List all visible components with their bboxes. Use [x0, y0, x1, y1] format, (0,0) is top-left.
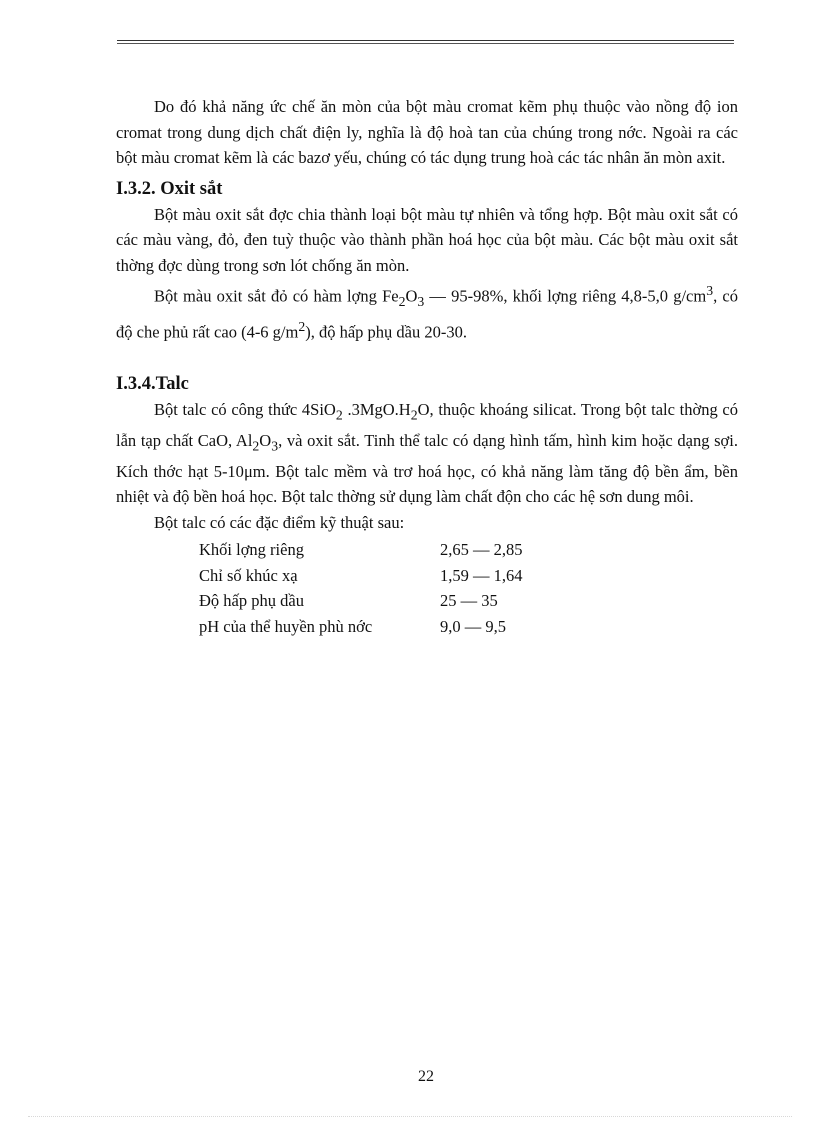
page-content: [116, 94, 738, 639]
heading-talc: I.3.4.Talc: [116, 374, 189, 395]
paragraph-oxit-1: Bột màu oxit sắt đợc chia thành loại bột màu tự nhiên và tổng hợp. Bột màu oxit sắt có các màu vàng, đỏ, đen tuỳ thuộc vào thành phần hoá học của bột màu. Các bột màu oxit sắt thờng đợc dùng trong sơn lót chống ăn mòn.: [116, 204, 738, 275]
heading-oxit-sat: I.3.2. Oxit sắt: [116, 178, 223, 199]
paragraph-talc-1: Bột talc có công thức 4SiO$_2$ $.3MgO.H_2O$, thuộc khoáng silicat. Trong bột talc thờng có lẫn tạp chất CaO, $Al_2O_3$, và oxit sắt. Tinh thể talc có dạng hình tấm, hình kim hoặc dạng sợi. Kích thớc hạt 5-10μm. Bột talc mềm và trơ hoá học, có khả năng làm tăng độ bền ẩm, bền nhiệt và độ bền hoá học. Bột talc thờng sử dụng làm chất độn cho các hệ sơn dung môi.: [116, 400, 738, 507]
paragraph-talc-2: Bột talc có các đặc điểm kỹ thuật sau:: [154, 512, 405, 532]
table-row: [199, 588, 523, 614]
table-row: [199, 537, 523, 563]
spec-label: Độ hấp phụ dầu: [199, 591, 304, 611]
page-number: 22: [418, 1068, 434, 1085]
spec-value: 9,0 — 9,5: [440, 616, 506, 636]
spec-label: pH của thể huyền phù nớc: [199, 616, 373, 636]
table-row: [199, 614, 523, 640]
paragraph-oxit-2: Bột màu oxit sắt đỏ có hàm lợng $Fe_2O_3$ — 95-98%, khối lợng riêng 4,8-5,0 $g/cm^3$, có độ che phủ rất cao (4-6 $g/m^2$), độ hấp phụ dầu 20-30.: [116, 283, 738, 342]
spec-value: 25 — 35: [440, 591, 498, 611]
spec-label: Chỉ số khúc xạ: [199, 565, 298, 585]
paragraph-cromat: Do đó khả năng ức chế ăn mòn của bột màu cromat kẽm phụ thuộc vào nồng độ ion cromat trong dung dịch chất điện ly, nghĩa là độ hoà tan của chúng trong nớc. Ngoài ra các bột màu cromat kẽm là các bazơ yếu, chúng có tác dụng trung hoà các tác nhân ăn mòn axit.: [116, 97, 738, 167]
spec-label: Khối lợng riêng: [199, 540, 304, 560]
header-rule: [117, 40, 734, 46]
spec-value: 1,59 — 1,64: [440, 565, 523, 585]
footer-dotted-rule: [28, 1116, 792, 1117]
specs-table: [199, 537, 523, 639]
spec-value: 2,65 — 2,85: [440, 540, 523, 560]
table-row: [199, 563, 523, 589]
